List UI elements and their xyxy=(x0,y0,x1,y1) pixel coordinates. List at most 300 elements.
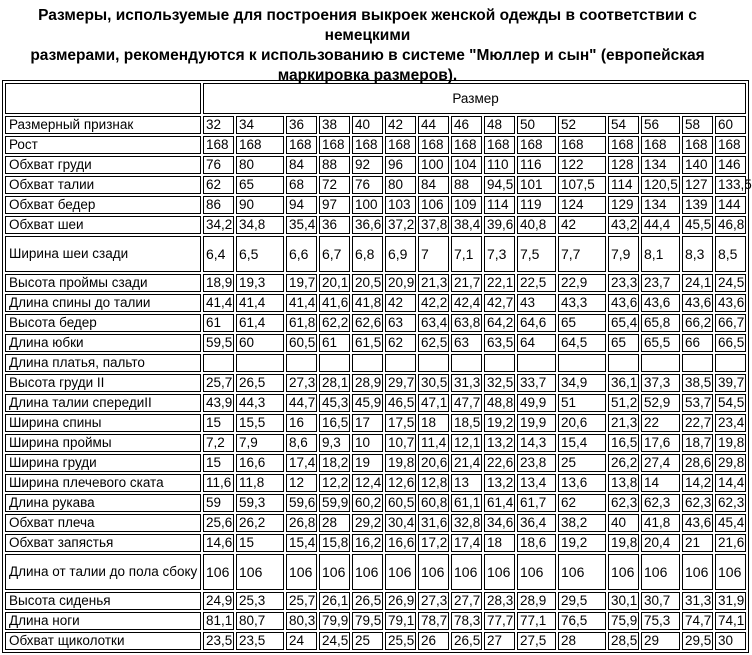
value-cell: 48 xyxy=(484,116,515,134)
value-cell: 168 xyxy=(286,136,317,154)
value-cell: 62,3 xyxy=(682,494,713,512)
row-label: Ширина спины xyxy=(5,414,201,432)
row-label: Ширина груди xyxy=(5,454,201,472)
value-cell: 106 xyxy=(641,554,680,590)
value-cell: 42,7 xyxy=(484,294,515,312)
value-cell: 168 xyxy=(236,136,284,154)
value-cell: 23,7 xyxy=(641,274,680,292)
value-cell: 107,5 xyxy=(558,176,606,194)
value-cell: 15 xyxy=(203,414,234,432)
value-cell: 18,9 xyxy=(203,274,234,292)
value-cell: 21 xyxy=(682,534,713,552)
value-cell: 106 xyxy=(418,554,449,590)
value-cell: 17,4 xyxy=(286,454,317,472)
row-label: Длина ноги xyxy=(5,612,201,630)
value-cell: 79,9 xyxy=(319,612,350,630)
value-cell xyxy=(451,354,482,372)
value-cell: 106 xyxy=(484,554,515,590)
value-cell: 41,4 xyxy=(286,294,317,312)
value-cell: 20,1 xyxy=(319,274,350,292)
value-cell: 14,2 xyxy=(682,474,713,492)
value-cell: 168 xyxy=(608,136,639,154)
value-cell: 42,4 xyxy=(451,294,482,312)
value-cell: 28,6 xyxy=(682,454,713,472)
value-cell: 25,5 xyxy=(385,632,416,650)
value-cell: 65,4 xyxy=(608,314,639,332)
value-cell: 106 xyxy=(682,554,713,590)
value-cell: 27,4 xyxy=(641,454,680,472)
value-cell: 10,7 xyxy=(385,434,416,452)
value-cell: 30,1 xyxy=(608,592,639,610)
value-cell: 43,9 xyxy=(203,394,234,412)
value-cell: 94,5 xyxy=(484,176,515,194)
value-cell: 60,5 xyxy=(286,334,317,352)
value-cell: 106 xyxy=(558,554,606,590)
value-cell: 42 xyxy=(385,116,416,134)
value-cell: 59 xyxy=(203,494,234,512)
table-row xyxy=(5,116,746,134)
value-cell: 114 xyxy=(484,196,515,214)
value-cell: 48,8 xyxy=(484,394,515,412)
value-cell: 66,7 xyxy=(715,314,746,332)
value-cell: 26,5 xyxy=(451,632,482,650)
value-cell: 75,3 xyxy=(641,612,680,630)
value-cell: 106 xyxy=(286,554,317,590)
value-cell: 64,6 xyxy=(517,314,556,332)
value-cell: 20,4 xyxy=(641,534,680,552)
value-cell: 18 xyxy=(484,534,515,552)
value-cell: 19,8 xyxy=(608,534,639,552)
value-cell: 7,1 xyxy=(451,236,482,272)
size-table-body xyxy=(5,83,752,650)
value-cell: 31,6 xyxy=(418,514,449,532)
value-cell: 12,8 xyxy=(418,474,449,492)
table-row xyxy=(5,454,746,472)
value-cell: 62,3 xyxy=(641,494,680,512)
value-cell: 16,2 xyxy=(352,534,383,552)
value-cell: 7,9 xyxy=(608,236,639,272)
value-cell: 61,4 xyxy=(236,314,284,332)
value-cell: 61,8 xyxy=(286,314,317,332)
page-title xyxy=(0,0,735,84)
value-cell: 25 xyxy=(558,454,606,472)
value-cell: 19,8 xyxy=(715,434,746,452)
value-cell: 22,5 xyxy=(517,274,556,292)
value-cell: 44 xyxy=(418,116,449,134)
value-cell: 12,1 xyxy=(451,434,482,452)
value-cell: 7 xyxy=(418,236,449,272)
value-cell: 37,3 xyxy=(641,374,680,392)
value-cell xyxy=(385,354,416,372)
value-cell xyxy=(203,354,234,372)
value-cell: 28,3 xyxy=(484,592,515,610)
table-row xyxy=(5,236,746,272)
value-cell: 54 xyxy=(608,116,639,134)
value-cell: 28,5 xyxy=(608,632,639,650)
value-cell: 40 xyxy=(352,116,383,134)
value-cell: 60 xyxy=(236,334,284,352)
value-cell: 30,5 xyxy=(418,374,449,392)
value-cell: 59,9 xyxy=(319,494,350,512)
value-cell: 11,4 xyxy=(418,434,449,452)
value-cell: 37,8 xyxy=(418,216,449,234)
row-label: Рост xyxy=(5,136,201,154)
value-cell: 96 xyxy=(385,156,416,174)
value-cell: 7,5 xyxy=(517,236,556,272)
value-cell: 168 xyxy=(558,136,606,154)
value-cell: 20,6 xyxy=(558,414,606,432)
value-cell: 34,6 xyxy=(484,514,515,532)
row-label: Обхват щиколотки xyxy=(5,632,201,650)
value-cell: 30,7 xyxy=(641,592,680,610)
value-cell: 81,1 xyxy=(203,612,234,630)
value-cell xyxy=(641,354,680,372)
value-cell: 42 xyxy=(385,294,416,312)
value-cell: 168 xyxy=(451,136,482,154)
value-cell xyxy=(715,354,746,372)
value-cell: 45,9 xyxy=(352,394,383,412)
value-cell: 146 xyxy=(715,156,746,174)
value-cell: 122 xyxy=(558,156,606,174)
value-cell: 36,6 xyxy=(352,216,383,234)
value-cell: 43,6 xyxy=(682,514,713,532)
table-row xyxy=(5,314,746,332)
row-label: Обхват шеи xyxy=(5,216,201,234)
value-cell: 77,1 xyxy=(517,612,556,630)
value-cell: 12 xyxy=(286,474,317,492)
value-cell: 33,7 xyxy=(517,374,556,392)
value-cell: 16 xyxy=(286,414,317,432)
value-cell: 49,9 xyxy=(517,394,556,412)
table-row xyxy=(5,414,746,432)
value-cell: 18,2 xyxy=(319,454,350,472)
value-cell: 29 xyxy=(641,632,680,650)
row-label: Обхват бедер xyxy=(5,196,201,214)
value-cell: 29,7 xyxy=(385,374,416,392)
value-cell: 92 xyxy=(352,156,383,174)
table-row xyxy=(5,274,746,292)
value-cell: 17,5 xyxy=(385,414,416,432)
header-empty-cell xyxy=(5,83,201,114)
row-label: Размерный признак xyxy=(5,116,201,134)
row-label: Ширина плечевого ската xyxy=(5,474,201,492)
table-row xyxy=(5,334,746,352)
value-cell: 60,2 xyxy=(352,494,383,512)
value-cell: 19,7 xyxy=(286,274,317,292)
value-cell: 120,5 xyxy=(641,176,680,194)
value-cell: 43,6 xyxy=(682,294,713,312)
value-cell xyxy=(558,354,606,372)
value-cell: 21,4 xyxy=(451,454,482,472)
value-cell: 63,8 xyxy=(451,314,482,332)
row-label: Длина от талии до пола сбоку xyxy=(5,554,201,590)
value-cell: 106 xyxy=(385,554,416,590)
value-cell: 86 xyxy=(203,196,234,214)
value-cell: 30,4 xyxy=(385,514,416,532)
value-cell: 19,3 xyxy=(236,274,284,292)
value-cell: 62,3 xyxy=(608,494,639,512)
value-cell: 51,2 xyxy=(608,394,639,412)
row-label: Обхват запястья xyxy=(5,534,201,552)
value-cell: 43 xyxy=(517,294,556,312)
value-cell: 61,1 xyxy=(451,494,482,512)
value-cell: 23,4 xyxy=(715,414,746,432)
value-cell: 20,9 xyxy=(385,274,416,292)
value-cell: 27,7 xyxy=(451,592,482,610)
value-cell: 7,3 xyxy=(484,236,515,272)
value-cell: 25 xyxy=(352,632,383,650)
value-cell: 77,7 xyxy=(484,612,515,630)
value-cell: 19 xyxy=(352,454,383,472)
value-cell: 22,6 xyxy=(484,454,515,472)
value-cell: 47,1 xyxy=(418,394,449,412)
value-cell: 42,2 xyxy=(418,294,449,312)
value-cell: 15,5 xyxy=(236,414,284,432)
value-cell: 62,2 xyxy=(319,314,350,332)
value-cell: 46,8 xyxy=(715,216,746,234)
value-cell: 61 xyxy=(319,334,350,352)
value-cell: 168 xyxy=(682,136,713,154)
value-cell: 32,8 xyxy=(451,514,482,532)
value-cell: 16,5 xyxy=(319,414,350,432)
value-cell: 16,5 xyxy=(608,434,639,452)
value-cell: 18,5 xyxy=(451,414,482,432)
value-cell: 168 xyxy=(352,136,383,154)
value-cell: 19,9 xyxy=(517,414,556,432)
value-cell: 41,6 xyxy=(319,294,350,312)
value-cell: 27 xyxy=(484,632,515,650)
value-cell: 94 xyxy=(286,196,317,214)
value-cell: 61,5 xyxy=(352,334,383,352)
value-cell: 18,7 xyxy=(682,434,713,452)
value-cell: 144 xyxy=(715,196,746,214)
row-label: Длина платья, пальто xyxy=(5,354,201,372)
table-row xyxy=(5,374,746,392)
value-cell: 7,2 xyxy=(203,434,234,452)
value-cell: 26,8 xyxy=(286,514,317,532)
size-table-container xyxy=(2,80,752,653)
value-cell: 76 xyxy=(352,176,383,194)
value-cell: 103 xyxy=(385,196,416,214)
value-cell: 29,8 xyxy=(715,454,746,472)
value-cell: 88 xyxy=(451,176,482,194)
value-cell: 106 xyxy=(352,554,383,590)
value-cell: 74,7 xyxy=(682,612,713,630)
value-cell: 79,5 xyxy=(352,612,383,630)
value-cell: 14,3 xyxy=(517,434,556,452)
value-cell: 133,5 xyxy=(715,176,746,194)
value-cell: 63 xyxy=(451,334,482,352)
value-cell: 34,2 xyxy=(203,216,234,234)
value-cell: 106 xyxy=(451,554,482,590)
value-cell: 34,8 xyxy=(236,216,284,234)
value-cell: 26,5 xyxy=(352,592,383,610)
value-cell: 60,8 xyxy=(418,494,449,512)
value-cell: 78,7 xyxy=(418,612,449,630)
value-cell: 23,5 xyxy=(236,632,284,650)
table-row xyxy=(5,136,746,154)
value-cell: 42 xyxy=(558,216,606,234)
value-cell: 64,5 xyxy=(558,334,606,352)
value-cell: 84 xyxy=(418,176,449,194)
value-cell: 36,4 xyxy=(517,514,556,532)
value-cell: 13,8 xyxy=(608,474,639,492)
row-label: Обхват груди xyxy=(5,156,201,174)
value-cell: 80,3 xyxy=(286,612,317,630)
table-row xyxy=(5,216,746,234)
value-cell: 28,1 xyxy=(319,374,350,392)
value-cell: 15,8 xyxy=(319,534,350,552)
value-cell: 17,6 xyxy=(641,434,680,452)
row-label: Высота сиденья xyxy=(5,592,201,610)
value-cell: 110 xyxy=(484,156,515,174)
value-cell: 25,3 xyxy=(236,592,284,610)
value-cell: 17,2 xyxy=(418,534,449,552)
row-label: Высота проймы сзади xyxy=(5,274,201,292)
value-cell: 16,6 xyxy=(385,534,416,552)
value-cell: 44,7 xyxy=(286,394,317,412)
value-cell: 22,1 xyxy=(484,274,515,292)
value-cell: 106 xyxy=(608,554,639,590)
value-cell: 31,3 xyxy=(451,374,482,392)
value-cell: 35,4 xyxy=(286,216,317,234)
table-row xyxy=(5,394,746,412)
value-cell: 66 xyxy=(682,334,713,352)
value-cell: 20,6 xyxy=(418,454,449,472)
table-row xyxy=(5,494,746,512)
value-cell: 27,3 xyxy=(418,592,449,610)
value-cell: 37,2 xyxy=(385,216,416,234)
value-cell: 14 xyxy=(641,474,680,492)
row-label: Длина юбки xyxy=(5,334,201,352)
value-cell: 74,1 xyxy=(715,612,746,630)
value-cell: 80,7 xyxy=(236,612,284,630)
value-cell: 38 xyxy=(319,116,350,134)
value-cell: 63,5 xyxy=(484,334,515,352)
title-line-1: Размеры, используемые для построения выкроек женской одежды в соответствии с немецкими xyxy=(38,7,697,44)
value-cell: 21,3 xyxy=(608,414,639,432)
value-cell: 62,5 xyxy=(418,334,449,352)
row-label: Длина рукава xyxy=(5,494,201,512)
value-cell: 88 xyxy=(319,156,350,174)
value-cell: 63 xyxy=(385,314,416,332)
title-line-3: маркировка размеров). xyxy=(277,67,458,84)
value-cell: 106 xyxy=(517,554,556,590)
value-cell: 114 xyxy=(608,176,639,194)
value-cell: 31,9 xyxy=(715,592,746,610)
value-cell: 6,4 xyxy=(203,236,234,272)
table-row xyxy=(5,534,746,552)
value-cell: 78,3 xyxy=(451,612,482,630)
value-cell: 140 xyxy=(682,156,713,174)
value-cell: 65 xyxy=(608,334,639,352)
value-cell: 7,9 xyxy=(236,434,284,452)
value-cell: 6,6 xyxy=(286,236,317,272)
table-header-row xyxy=(5,83,746,114)
value-cell: 168 xyxy=(418,136,449,154)
value-cell: 53,7 xyxy=(682,394,713,412)
value-cell: 12,6 xyxy=(385,474,416,492)
value-cell: 62,3 xyxy=(715,494,746,512)
value-cell xyxy=(236,354,284,372)
value-cell: 65,8 xyxy=(641,314,680,332)
value-cell: 20,5 xyxy=(352,274,383,292)
table-row xyxy=(5,156,746,174)
value-cell: 14,6 xyxy=(203,534,234,552)
value-cell: 76,5 xyxy=(558,612,606,630)
size-table xyxy=(2,80,752,653)
value-cell: 15 xyxy=(236,534,284,552)
value-cell: 60 xyxy=(715,116,746,134)
value-cell: 139 xyxy=(682,196,713,214)
value-cell xyxy=(484,354,515,372)
value-cell: 24 xyxy=(286,632,317,650)
value-cell: 72 xyxy=(319,176,350,194)
row-label: Длина талии спередиII xyxy=(5,394,201,412)
table-row xyxy=(5,196,746,214)
table-row xyxy=(5,176,746,194)
value-cell xyxy=(352,354,383,372)
value-cell: 168 xyxy=(641,136,680,154)
value-cell: 15,4 xyxy=(558,434,606,452)
value-cell: 23,8 xyxy=(517,454,556,472)
table-row xyxy=(5,554,746,590)
value-cell: 46 xyxy=(451,116,482,134)
value-cell: 25,6 xyxy=(203,514,234,532)
value-cell: 36,1 xyxy=(608,374,639,392)
value-cell: 41,4 xyxy=(203,294,234,312)
value-cell: 65,5 xyxy=(641,334,680,352)
value-cell: 26,5 xyxy=(236,374,284,392)
value-cell: 34,9 xyxy=(558,374,606,392)
value-cell xyxy=(286,354,317,372)
value-cell: 28 xyxy=(319,514,350,532)
value-cell: 24,1 xyxy=(682,274,713,292)
value-cell: 41,8 xyxy=(641,514,680,532)
value-cell: 68 xyxy=(286,176,317,194)
value-cell: 8,6 xyxy=(286,434,317,452)
value-cell: 134 xyxy=(641,156,680,174)
value-cell: 168 xyxy=(517,136,556,154)
value-cell: 62,6 xyxy=(352,314,383,332)
value-cell: 36 xyxy=(286,116,317,134)
row-label: Обхват плеча xyxy=(5,514,201,532)
value-cell: 21,3 xyxy=(418,274,449,292)
value-cell xyxy=(682,354,713,372)
value-cell: 19,8 xyxy=(385,454,416,472)
value-cell: 128 xyxy=(608,156,639,174)
value-cell: 28,9 xyxy=(352,374,383,392)
value-cell: 25,7 xyxy=(203,374,234,392)
value-cell: 168 xyxy=(203,136,234,154)
value-cell: 12,2 xyxy=(319,474,350,492)
value-cell: 41,8 xyxy=(352,294,383,312)
value-cell: 106 xyxy=(203,554,234,590)
table-row xyxy=(5,514,746,532)
value-cell: 97 xyxy=(319,196,350,214)
value-cell: 106 xyxy=(715,554,746,590)
value-cell: 27,5 xyxy=(517,632,556,650)
value-cell: 59,3 xyxy=(236,494,284,512)
value-cell: 45,4 xyxy=(715,514,746,532)
value-cell: 100 xyxy=(418,156,449,174)
value-cell: 40 xyxy=(608,514,639,532)
value-cell: 18,6 xyxy=(517,534,556,552)
value-cell: 8,1 xyxy=(641,236,680,272)
value-cell: 29,5 xyxy=(558,592,606,610)
value-cell: 90 xyxy=(236,196,284,214)
row-label: Высота бедер xyxy=(5,314,201,332)
